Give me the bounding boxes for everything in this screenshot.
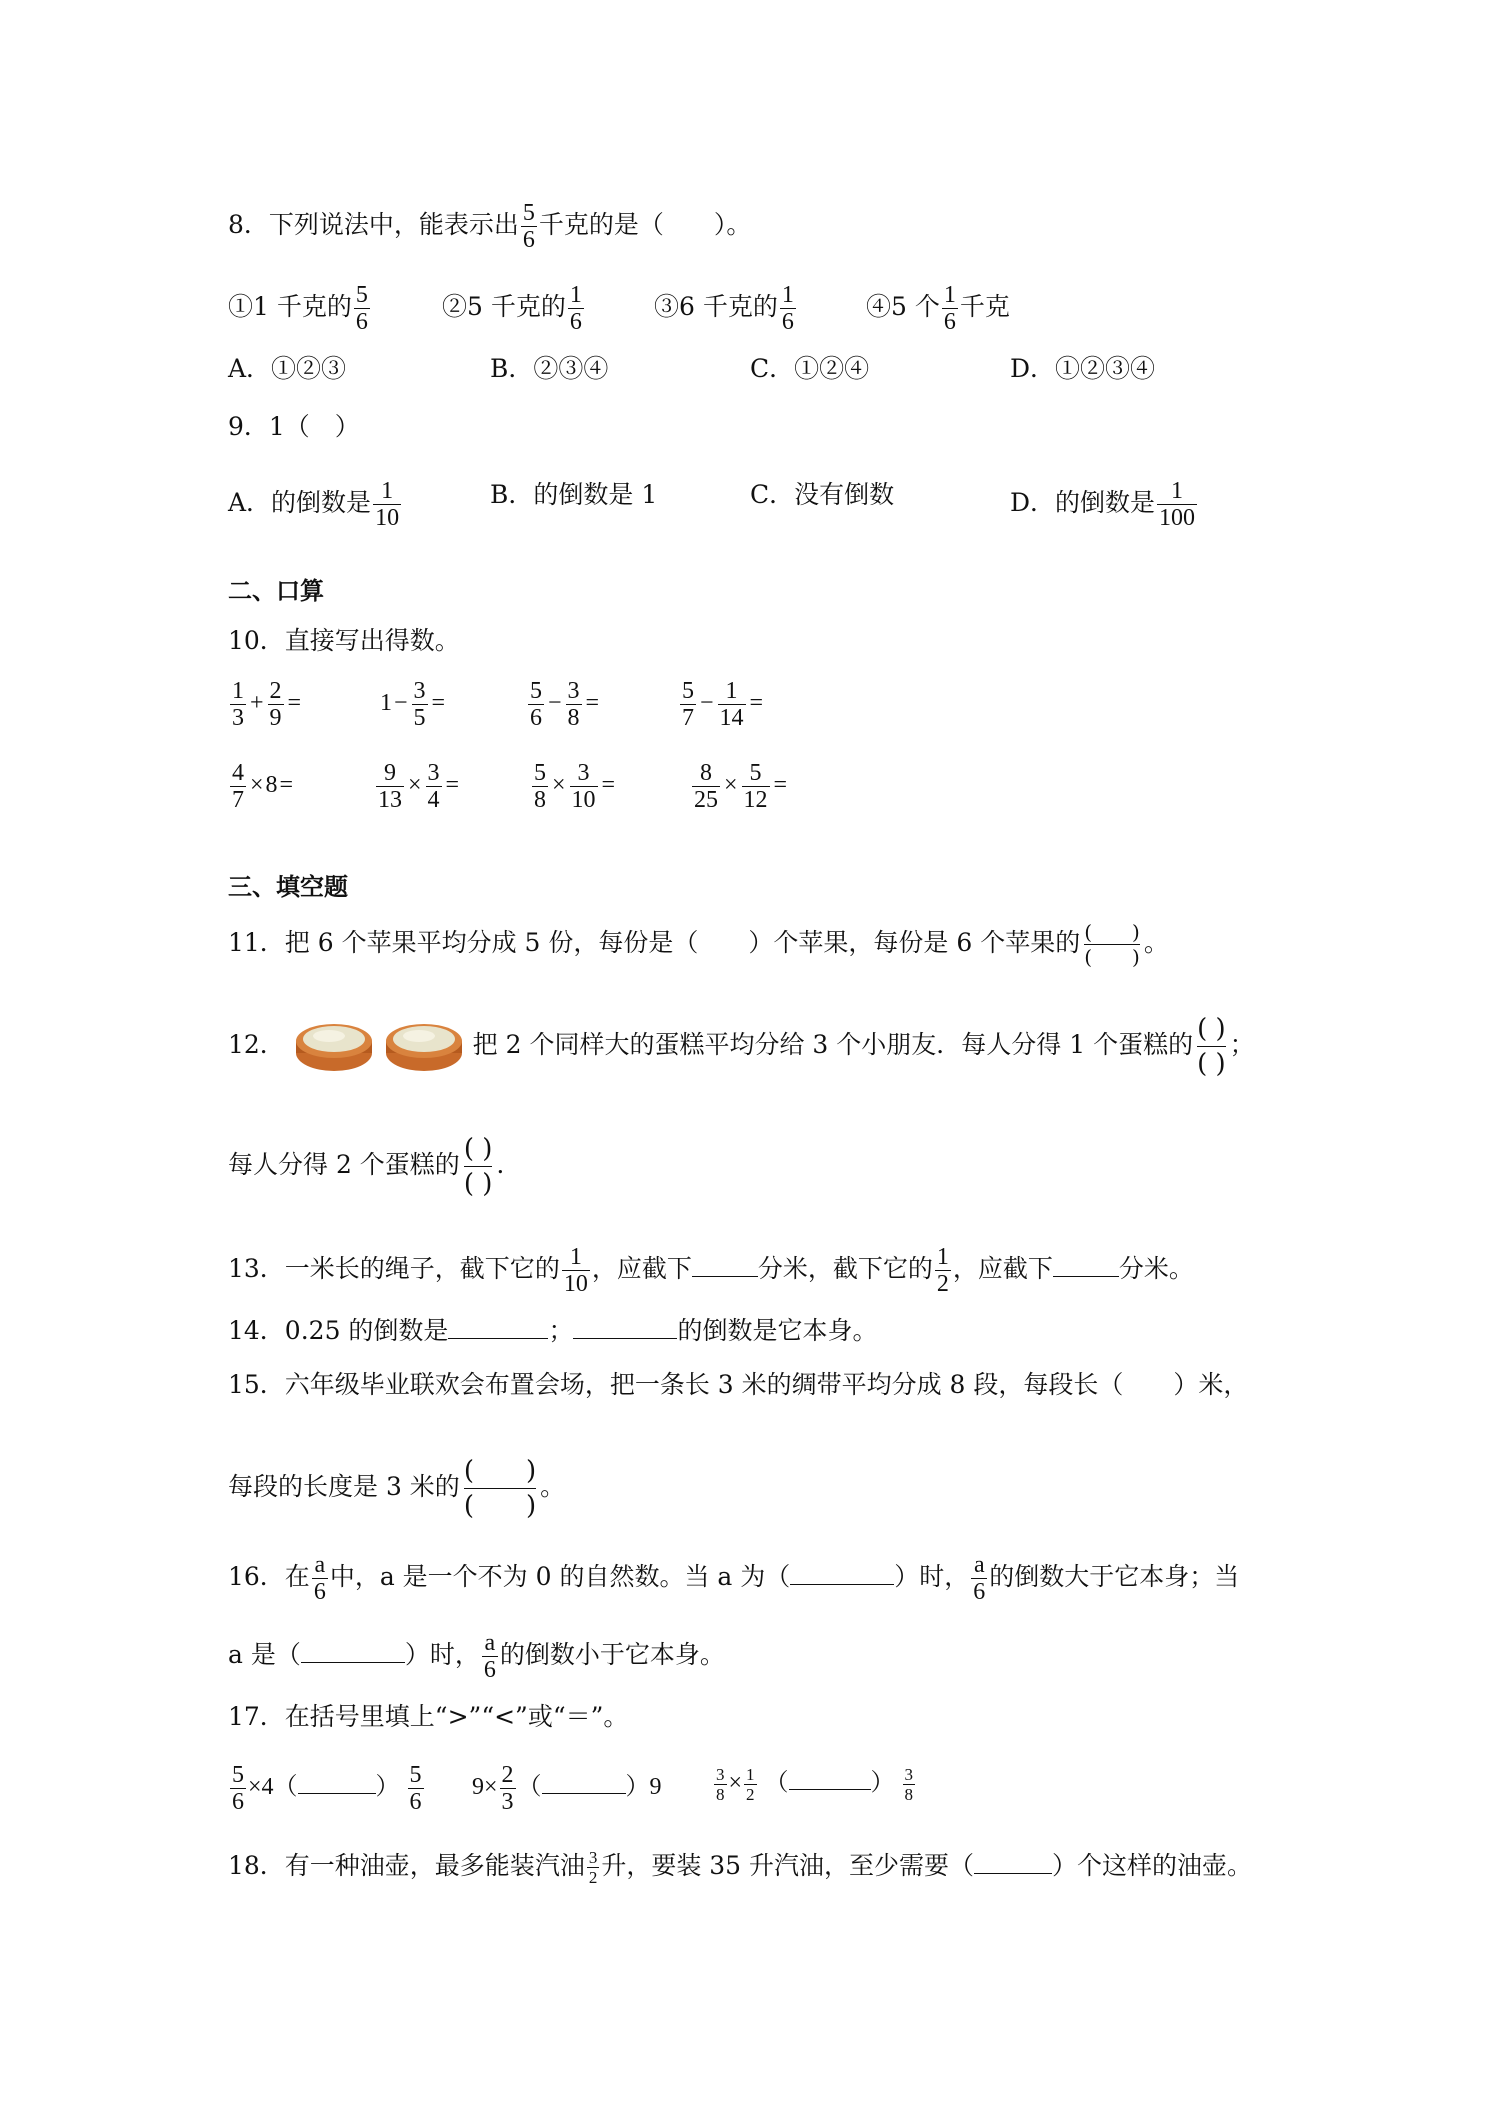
- answer-fraction[interactable]: ( ) ( ): [1084, 920, 1140, 969]
- q8-option-c[interactable]: C．①②④: [750, 354, 870, 383]
- q10-expr-4: $\frac{5}{7}$ − $\frac{1}{14}$ =: [682, 678, 764, 731]
- q12: 12． 把 2 个同样大的蛋糕平均分给 3 个小朋友．每人分得 1 个蛋糕的 ( ) ( ) ；: [228, 1014, 1255, 1079]
- q8-item-2: ②5 千克的 $\frac{1}{6}$: [442, 282, 582, 335]
- q17-stem: 17．在括号里填上“>”“<”或“＝”。: [228, 1702, 629, 1731]
- fraction: $\frac{1}{6}$: [569, 282, 582, 335]
- q14: 14．0.25 的倒数是 ； 的倒数是它本身。: [228, 1316, 878, 1345]
- q9-option-c[interactable]: C．没有倒数: [750, 480, 895, 509]
- q17-item-3: $\frac{3}{8}$ × $\frac{1}{2}$ （ ） $\frac{3}{8}$: [716, 1764, 914, 1804]
- q8-item-3: ③6 千克的 $\frac{1}{6}$: [654, 282, 794, 335]
- q15: 15．六年级毕业联欢会布置会场，把一条长 3 米的绸带平均分成 8 段，每段长（ ）米，: [228, 1370, 1249, 1399]
- q10-expr-3: $\frac{5}{6}$ − $\frac{3}{8}$ =: [530, 678, 600, 731]
- answer-fraction[interactable]: ( ) ( ): [1197, 1014, 1226, 1079]
- q17-item-2: 9× $\frac{2}{3}$ （ ）9: [472, 1762, 662, 1815]
- fraction: $\frac{5}{6}$: [355, 282, 368, 335]
- q10-stem: 10．直接写出得数。: [228, 626, 460, 655]
- q10-expr-2: 1− $\frac{3}{5}$ =: [380, 678, 446, 731]
- q8-stem: 8．下列说法中，能表示出 $\frac{5}{6}$ 千克的是（ ）。: [228, 200, 752, 253]
- q8-item-4: ④5 个 $\frac{1}{6}$ 千克: [866, 282, 1010, 335]
- q16-line2: a 是（ ）时， $\frac{a}{6}$ 的倒数小于它本身。: [228, 1630, 725, 1683]
- q12-line2: 每人分得 2 个蛋糕的 ( ) ( ) .: [228, 1134, 505, 1199]
- q8-option-d[interactable]: D．①②③④: [1010, 354, 1156, 383]
- q10-expr-1: $\frac{1}{3}$ + $\frac{2}{9}$ =: [232, 678, 302, 731]
- answer-fraction[interactable]: ( ) ( ): [463, 1456, 537, 1521]
- q9-option-a[interactable]: A．的倒数是 $\frac{1}{10}$: [228, 478, 400, 531]
- answer-fraction[interactable]: ( ) ( ): [463, 1134, 493, 1199]
- answer-blank[interactable]: [573, 1316, 677, 1339]
- q8-option-a[interactable]: A．①②③: [228, 354, 347, 383]
- q9-stem: 9．1（ ）: [228, 412, 360, 441]
- fraction: $\frac{5}{6}$: [522, 200, 535, 253]
- cake-image: [383, 1019, 465, 1075]
- answer-blank[interactable]: [448, 1316, 548, 1339]
- q10-expr-6: $\frac{9}{13}$ × $\frac{3}{4}$ =: [378, 760, 460, 813]
- q13: 13．一米长的绳子，截下它的 $\frac{1}{10}$ ，应截下 分米，截下它的 $\frac{1}{2}$ ，应截下 分米。: [228, 1244, 1194, 1297]
- fraction: $\frac{1}{6}$: [943, 282, 956, 335]
- fraction: $\frac{1}{100}$: [1159, 478, 1196, 531]
- answer-blank[interactable]: [789, 1767, 871, 1790]
- section-heading-fill-blank: 三、填空题: [228, 873, 348, 901]
- answer-blank[interactable]: [692, 1254, 758, 1277]
- answer-blank[interactable]: [298, 1771, 376, 1794]
- q11: 11．把 6 个苹果平均分成 5 份，每份是（ ）个苹果，每份是 6 个苹果的 ( ) ( ) 。: [228, 920, 1169, 969]
- answer-blank[interactable]: [974, 1851, 1052, 1874]
- answer-blank[interactable]: [542, 1771, 626, 1794]
- answer-blank[interactable]: [301, 1640, 405, 1663]
- q17-item-1: $\frac{5}{6}$ ×4（ ） $\frac{5}{6}$: [232, 1762, 422, 1815]
- section-heading-oral: 二、口算: [228, 577, 324, 605]
- answer-blank[interactable]: [790, 1562, 894, 1585]
- q16: 16．在 $\frac{a}{6}$ 中，a 是一个不为 0 的自然数。当 a 为（ ）时， $\frac{a}{6}$ 的倒数大于它本身；当: [228, 1552, 1240, 1605]
- q8-item-1: ①1 千克的 $\frac{5}{6}$: [228, 282, 368, 335]
- q10-expr-8: $\frac{8}{25}$ × $\frac{5}{12}$ =: [694, 760, 788, 813]
- q9-option-b[interactable]: B．的倒数是 1: [490, 480, 658, 509]
- q10-expr-7: $\frac{5}{8}$ × $\frac{3}{10}$ =: [534, 760, 616, 813]
- q9-option-d[interactable]: D．的倒数是 $\frac{1}{100}$: [1010, 478, 1196, 531]
- fraction: $\frac{1}{6}$: [781, 282, 794, 335]
- q8-option-b[interactable]: B．②③④: [490, 354, 609, 383]
- fraction: $\frac{1}{10}$: [375, 478, 400, 531]
- cake-image: [293, 1019, 375, 1075]
- q15-line2: 每段的长度是 3 米的 ( ) ( ) 。: [228, 1456, 566, 1521]
- q18: 18．有一种油壶，最多能装汽油 $\frac{3}{2}$ 升，要装 35 升汽油，至少需要（ ）个这样的油壶。: [228, 1848, 1253, 1887]
- q10-expr-5: $\frac{4}{7}$ ×8=: [232, 760, 294, 813]
- answer-blank[interactable]: [1053, 1254, 1119, 1277]
